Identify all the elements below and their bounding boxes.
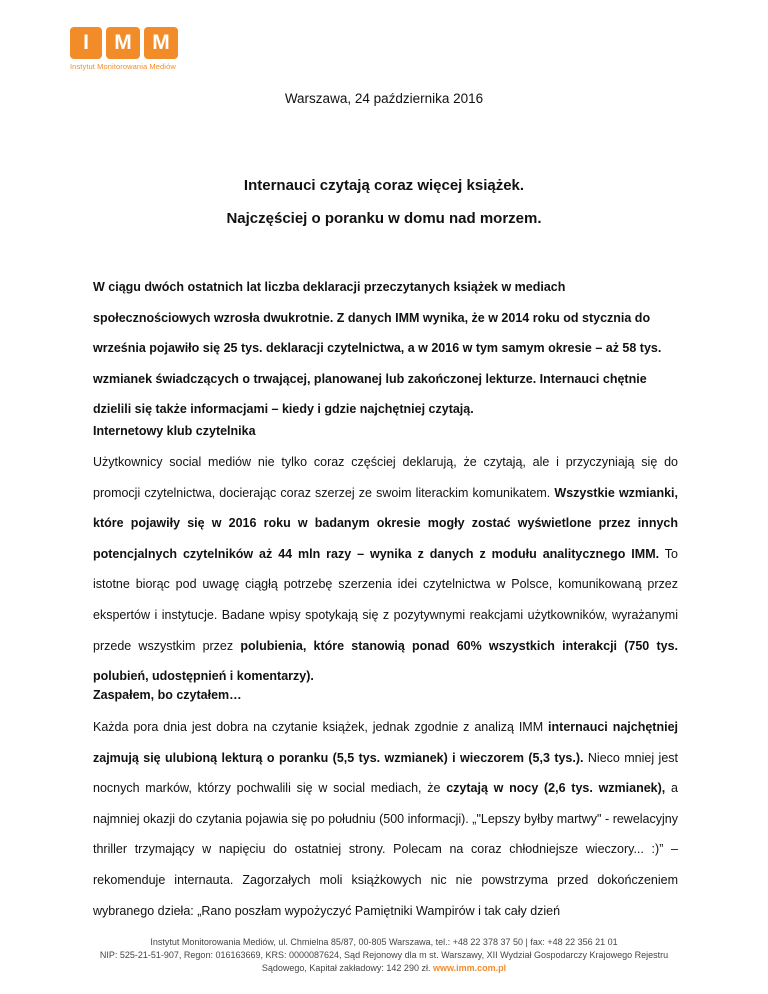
section-club-text [93, 447, 678, 692]
text-run: Nieco mniej jest nocnych marków, którzy pochwalili się w social mediach, że [93, 750, 678, 796]
dateline: Warszawa, 24 października 2016 [284, 91, 484, 106]
text-run: Użytkownicy social mediów nie tylko coraz częściej deklarują, że czytają, ale i przyczyniają się do promocji czytelnictwa, docierając coraz szerzej ze swoim literackim komunikatem. [93, 455, 678, 500]
logo-letters [70, 27, 178, 59]
section-heading-sleep: Zaspałem, bo czytałem… [93, 688, 242, 702]
text-run-bold: Wszystkie wzmianki, które pojawiły się w 2016 roku w badanym okresie mogły zostać wyświetlone przez innych potencjalnych czytelników aż 44 mln razy – wynika z danych z modułu analitycznego IMM. [93, 485, 678, 561]
headline-line-2: Najczęściej o poranku w domu nad morzem. [226, 210, 542, 227]
text-run-bold: polubienia, które stanowią ponad 60% wszystkich interakcji (750 tys. polubień, udostępnień i komentarzy). [93, 638, 678, 684]
logo-letter-i: I [70, 27, 102, 59]
text-run-bold: czytają w nocy (2,6 tys. wzmianek), [446, 781, 666, 796]
footer-legal [80, 949, 688, 975]
text-run: a najmniej okazji do czytania pojawia się po południu (500 informacji). „"Lepszy byłby martwy" - rewelacyjny thriller trzymający w napięciu do ostatniej strony. Polecam na coraz chłodniejsze wieczory... :)” – rekomenduje internauta. Zagorzałych moli książkowych nic nie powstrzyma przed dokończeniem wybranego dzieła: „Rano poszłam wypożyczyć Pamiętniki Wampirów i tak cały dzień [93, 781, 678, 918]
headline-line-1: Internauci czytają coraz więcej książek. [243, 177, 525, 194]
lead-paragraph [93, 272, 678, 425]
logo-letter-m1: M [106, 27, 140, 59]
website-link[interactable]: www.imm.com.pl [432, 963, 507, 973]
text-run-bold: internauci najchętniej zajmują się ulubioną lekturą o poranku (5,5 tys. wzmianek) i wieczorem (5,3 tys.). [93, 720, 678, 765]
logo-letter-m2: M [144, 27, 178, 59]
logo-subtitle: Instytut Monitorowania Mediów [70, 62, 176, 71]
section-club-paragraph [93, 447, 678, 692]
page-footer [80, 936, 688, 975]
section-sleep-paragraph [93, 712, 678, 926]
footer-legal-text: NIP: 525-21-51-907, Regon: 016163669, KRS: 0000087624, Sąd Rejonowy dla m st. Warszawy, XII Wydział Gospodarczy Krajowego Rejestru Sądowego, Kapitał zakładowy: 142 290 zł. [99, 950, 669, 973]
lead-text: W ciągu dwóch ostatnich lat liczba deklaracji przeczytanych książek w mediach społecznościowych wzrosła dwukrotnie. Z danych IMM wynika, że w 2014 roku od stycznia do września pojawiło się 25 tys. deklaracji czytelnictwa, a w 2016 w tym samym okresie – aż 58 tys. wzmianek świadczących o trwającej, planowanej lub zakończonej lekturze. Internauci chętnie dzielili się także informacjami – kiedy i gdzie najchętniej czytają. [93, 280, 662, 417]
footer-address: Instytut Monitorowania Mediów, ul. Chmielna 85/87, 00-805 Warszawa, tel.: +48 22 378 37 50 | fax: +48 22 356 21 01 [150, 937, 618, 947]
imm-logo [70, 27, 178, 71]
text-run: To istotne biorąc pod uwagę ciągłą potrzebę szerzenia idei czytelnictwa w Polsce, komunikowaną przez ekspertów i instytucje. Badane wpisy spotykają się z pozytywnymi reakcjami użytkowników, wyrażanymi przede wszystkim przez [93, 546, 678, 653]
section-heading-club: Internetowy klub czytelnika [93, 424, 256, 438]
section-sleep-text [93, 712, 678, 926]
text-run: Każda pora dnia jest dobra na czytanie książek, jednak zgodnie z analizą IMM [93, 720, 549, 734]
